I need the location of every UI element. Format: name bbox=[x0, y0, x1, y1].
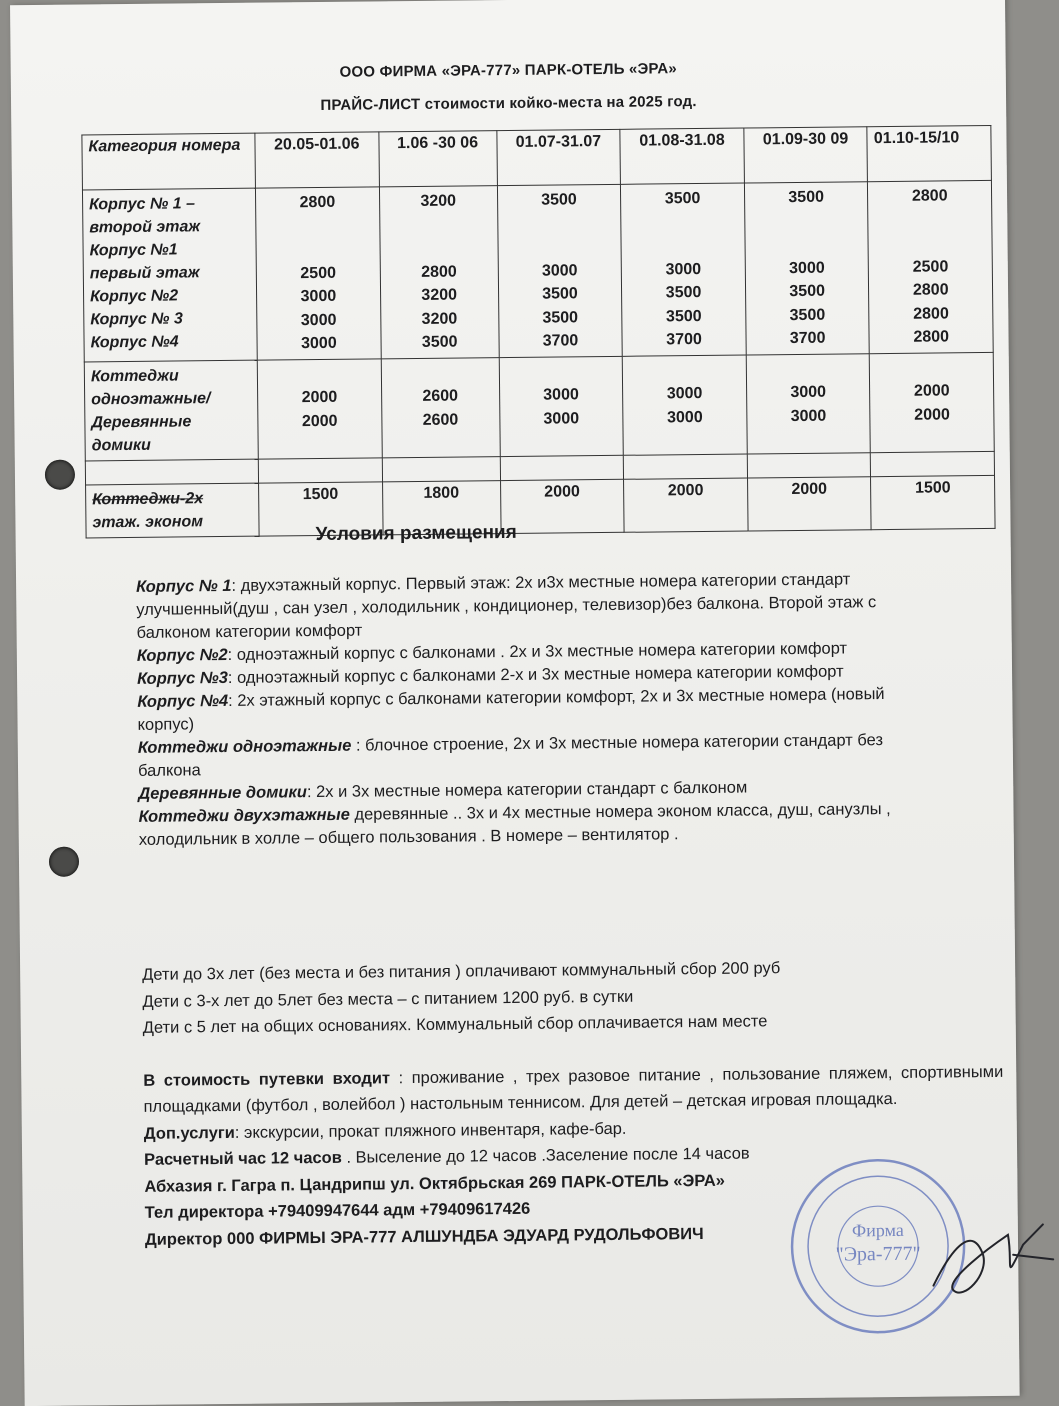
price-cell: 2000 bbox=[500, 479, 624, 533]
column-header: 1.06 -30 06 bbox=[378, 131, 497, 187]
price-cell: 2800 2500 2800 2800 2800 bbox=[868, 180, 993, 353]
condition-item: Корпус №3: одноэтажный корпус с балконами 2-х и 3х местные номера категории комфорт bbox=[136, 662, 844, 688]
binder-hole-top bbox=[45, 460, 75, 490]
price-cell: 2000 2000 bbox=[870, 352, 995, 452]
column-header: 01.07-31.07 bbox=[496, 129, 620, 185]
condition-item: Корпус № 1: двухэтажный корпус. Первый этаж: 2х и3х местные номера категории стандарт улучшенный(душ , сан узел , холодильник , кондиционер, телевизор)без балкона. Второй этаж с балконом категории комфорт bbox=[136, 570, 877, 642]
children-line: Дети с 5 лет на общих основаниях. Коммунальный сбор оплачивается нам месте bbox=[142, 1012, 768, 1037]
director: Директор 000 ФИРМЫ ЭРА-777 АЛШУНДБА ЭДУАРД РУДОЛЬФОВИЧ bbox=[144, 1224, 704, 1249]
table-header-row bbox=[82, 125, 992, 190]
column-header: 20.05-01.06 bbox=[255, 132, 379, 188]
category-cell: Коттеджи одноэтажные/ Деревянные домики bbox=[84, 360, 258, 461]
price-cell: 3000 3000 bbox=[499, 356, 624, 456]
condition-item: Деревянные домики: 2х и 3х местные номера категории стандарт с балконом bbox=[138, 778, 748, 803]
price-table bbox=[81, 125, 995, 538]
condition-item: Коттеджи двухэтажные деревянные .. 3х и 4х местные номера эконом класса, душ, санузлы , холодильник в холле – общего пользования . В номере – вентилятор . bbox=[138, 800, 891, 849]
column-header: 01.09-30 09 bbox=[744, 127, 868, 183]
category-cell: Коттеджи-2х этаж. эконом bbox=[86, 483, 260, 538]
stamp-text-1: Фирма bbox=[851, 1219, 904, 1241]
column-header: 01.10-15/10 bbox=[867, 125, 991, 181]
phones: Тел директора +79409947644 адм +79409617426 bbox=[144, 1199, 531, 1222]
column-header: 01.08-31.08 bbox=[620, 128, 744, 184]
column-header: Категория номера bbox=[82, 133, 256, 190]
included-services: В стоимость путевки входит : проживание , трех разовое питание , пользование пляжем, спортивными площадками (футбол , волейбол ) настольным теннисом. Для детей – детская игровая площадка. bbox=[143, 1062, 1004, 1116]
price-cell: 2000 bbox=[747, 476, 871, 530]
director-signature bbox=[913, 1204, 1059, 1316]
price-cell: 2600 2600 bbox=[381, 357, 500, 457]
table-row bbox=[86, 475, 996, 538]
table-row bbox=[84, 352, 994, 461]
price-list-sheet bbox=[10, 0, 1020, 1406]
price-cell: 1800 bbox=[382, 480, 501, 534]
stamp-text-2: "Эра-777" bbox=[835, 1242, 921, 1266]
conditions-title: Условия размещения bbox=[315, 521, 517, 546]
checkout-info: Расчетный час 12 часов . Выселение до 12 часов .Заселение после 14 часов bbox=[144, 1144, 750, 1169]
conditions-list bbox=[136, 568, 909, 852]
table-row bbox=[82, 180, 993, 361]
price-cell: 2000 bbox=[624, 478, 748, 532]
price-cell: 2800 2500 3000 3000 3000 bbox=[255, 187, 380, 360]
price-cell: 3500 3000 3500 3500 3700 bbox=[497, 184, 622, 357]
condition-item: Корпус №2: одноэтажный корпус с балконами . 2х и 3х местные номера категории комфорт bbox=[136, 639, 848, 665]
category-cell: Корпус № 1 – второй этаж Корпус №1 первый этаж Корпус №2 Корпус № 3 Корпус №4 bbox=[82, 188, 257, 361]
price-cell: 2000 2000 bbox=[257, 358, 382, 458]
address: Абхазия г. Гагра п. Цандрипш ул. Октябрьская 269 ПАРК-ОТЕЛЬ «ЭРА» bbox=[144, 1171, 726, 1196]
price-cell: 1500 bbox=[871, 475, 995, 529]
condition-item: Корпус №4: 2х этажный корпус с балконами категории комфорт, 2х и 3х местные номера (новый корпус) bbox=[137, 685, 885, 734]
price-cell: 3500 3000 3500 3500 3700 bbox=[621, 183, 746, 356]
price-cell: 3200 2800 3200 3200 3500 bbox=[379, 186, 499, 359]
price-list-title: ПРАЙС-ЛИСТ стоимости койко-места на 2025 год. bbox=[320, 93, 697, 114]
condition-item: Коттеджи одноэтажные : блочное строение, 2х и 3х местные номера категории стандарт без балкона bbox=[137, 731, 884, 780]
binder-hole-bottom bbox=[49, 847, 79, 877]
children-line: Дети до 3х лет (без места и без питания ) оплачивают коммунальный сбор 200 руб bbox=[142, 959, 781, 984]
company-title: ООО ФИРМА «ЭРА-777» ПАРК-ОТЕЛЬ «ЭРА» bbox=[339, 60, 677, 81]
price-cell: 3000 3000 bbox=[622, 355, 747, 455]
price-cell: 3000 3000 bbox=[746, 353, 871, 453]
extra-services: Доп.услуги: экскурсии, прокат пляжного инвентаря, кафе-бар. bbox=[143, 1119, 627, 1143]
price-cell: 3500 3000 3500 3500 3700 bbox=[744, 182, 869, 355]
price-cell: 1500 bbox=[259, 481, 383, 535]
children-line: Дети с 3-х лет до 5лет без места – с питанием 1200 руб. в сутки bbox=[142, 987, 634, 1011]
